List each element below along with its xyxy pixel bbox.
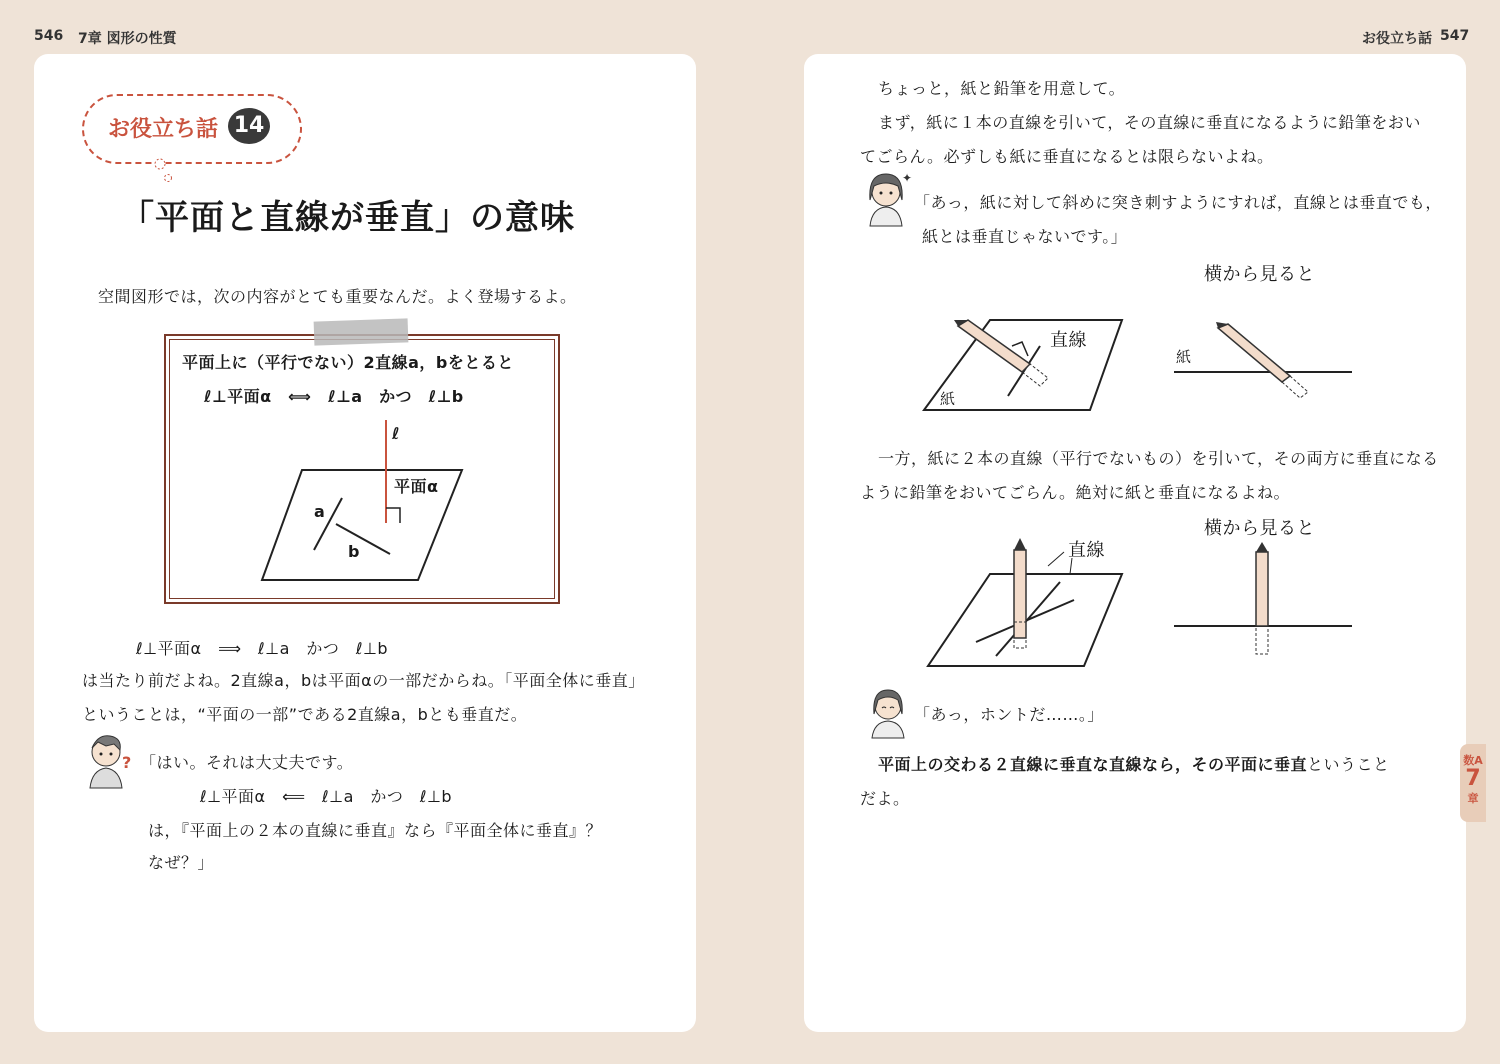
label-plane-alpha: 平面α xyxy=(394,477,439,496)
tape-decoration xyxy=(314,318,409,345)
fig2-side-view-label: 横から見ると xyxy=(1204,518,1315,539)
student-line-3: なぜ？」 xyxy=(148,853,215,872)
left-page-number: 546 xyxy=(34,28,64,44)
page-title: 「平面と直線が垂直」の意味 xyxy=(120,198,575,238)
side-tab-chapter-number: 7 xyxy=(1465,766,1481,791)
girl-line-3: 「あっ，ホントだ……。」 xyxy=(914,705,1104,724)
intro-text: 空間図形では，次の内容がとても重要なんだ。よく登場するよ。 xyxy=(98,287,577,306)
paragraph-1-line-1: は当たり前だよね。2直線a，bは平面αの一部だからね。「平面全体に垂直」 xyxy=(82,671,645,690)
line-b xyxy=(336,524,390,554)
side-tab-chapter-label: 章 xyxy=(1467,792,1479,805)
student-line-1: 「はい。それは大丈夫です。 xyxy=(140,753,354,772)
student-line-2: は，『平面上の２本の直線に垂直』なら『平面全体に垂直』？ xyxy=(148,821,603,840)
formula-backward: ℓ⊥平面α ⟸ ℓ⊥a かつ ℓ⊥b xyxy=(200,787,453,806)
student-girl-avatar-2 xyxy=(866,686,910,738)
right-angle-mark xyxy=(386,508,400,523)
theorem-line-1: 平面上に（平行でない）2直線a，bをとると xyxy=(182,353,514,372)
formula-forward: ℓ⊥平面α ⟹ ℓ⊥a かつ ℓ⊥b xyxy=(136,639,389,658)
theorem-line-2: ℓ⊥平面α ⟺ ℓ⊥a かつ ℓ⊥b xyxy=(204,387,464,406)
label-b: b xyxy=(348,542,360,561)
right-page-number: 547 xyxy=(1440,28,1470,44)
left-chapter-title: 7章 図形の性質 xyxy=(78,31,177,47)
fig2-line-label: 直線 xyxy=(1068,540,1105,561)
girl-line-1: 「あっ，紙に対して斜めに突き刺すようにすれば，直線とは垂直でも， xyxy=(914,193,1442,212)
badge-label: お役立ち話 xyxy=(108,117,219,142)
girl-line-2: 紙とは垂直じゃないです。」 xyxy=(922,227,1128,246)
conclusion-bold: 平面上の交わる２直線に垂直な直線なら，その平面に垂直 xyxy=(878,755,1308,774)
label-a: a xyxy=(314,502,326,521)
right-section-title: お役立ち話 xyxy=(1362,31,1432,47)
conclusion-rest: ということ xyxy=(1307,755,1390,774)
right-paragraph-3-line-1: 一方，紙に２本の直線（平行でないもの）を引いて，その両方に垂直になる xyxy=(878,449,1439,468)
student-boy-avatar xyxy=(84,732,132,788)
svg-text:?: ? xyxy=(122,753,132,772)
side-tab-subject: 数A xyxy=(1463,754,1483,767)
student-girl-avatar xyxy=(862,170,912,226)
right-paragraph-2-line-1: まず，紙に１本の直線を引いて，その直線に垂直になるように鉛筆をおい xyxy=(878,113,1421,132)
chapter-side-tab[interactable] xyxy=(1460,744,1486,822)
badge-tail-dots xyxy=(150,150,180,190)
fig1-line-label: 直線 xyxy=(1050,330,1087,351)
conclusion-line-2: だよ。 xyxy=(860,789,910,808)
paragraph-1-line-2: ということは，“平面の一部”である2直線a，bとも垂直だ。 xyxy=(82,705,528,724)
fig1-side-view-diagram xyxy=(1170,320,1360,400)
plane-diagram xyxy=(258,420,518,570)
right-paragraph-1: ちょっと，紙と鉛筆を用意して。 xyxy=(878,79,1126,98)
fig2-side-view-diagram xyxy=(1170,540,1360,660)
svg-text:✦: ✦ xyxy=(902,171,913,185)
fig1-paper-label: 紙 xyxy=(940,390,956,408)
badge-number: 14 xyxy=(228,108,270,144)
right-paragraph-2-line-2: てごらん。必ずしも紙に垂直になるとは限らないよね。 xyxy=(860,147,1274,166)
right-paragraph-3-line-2: ように鉛筆をおいてごらん。絶対に紙と垂直になるよね。 xyxy=(860,483,1290,502)
fig1-side-view-label: 横から見ると xyxy=(1204,264,1315,285)
label-l: ℓ xyxy=(392,424,401,443)
fig1-side-paper-label: 紙 xyxy=(1176,348,1192,366)
